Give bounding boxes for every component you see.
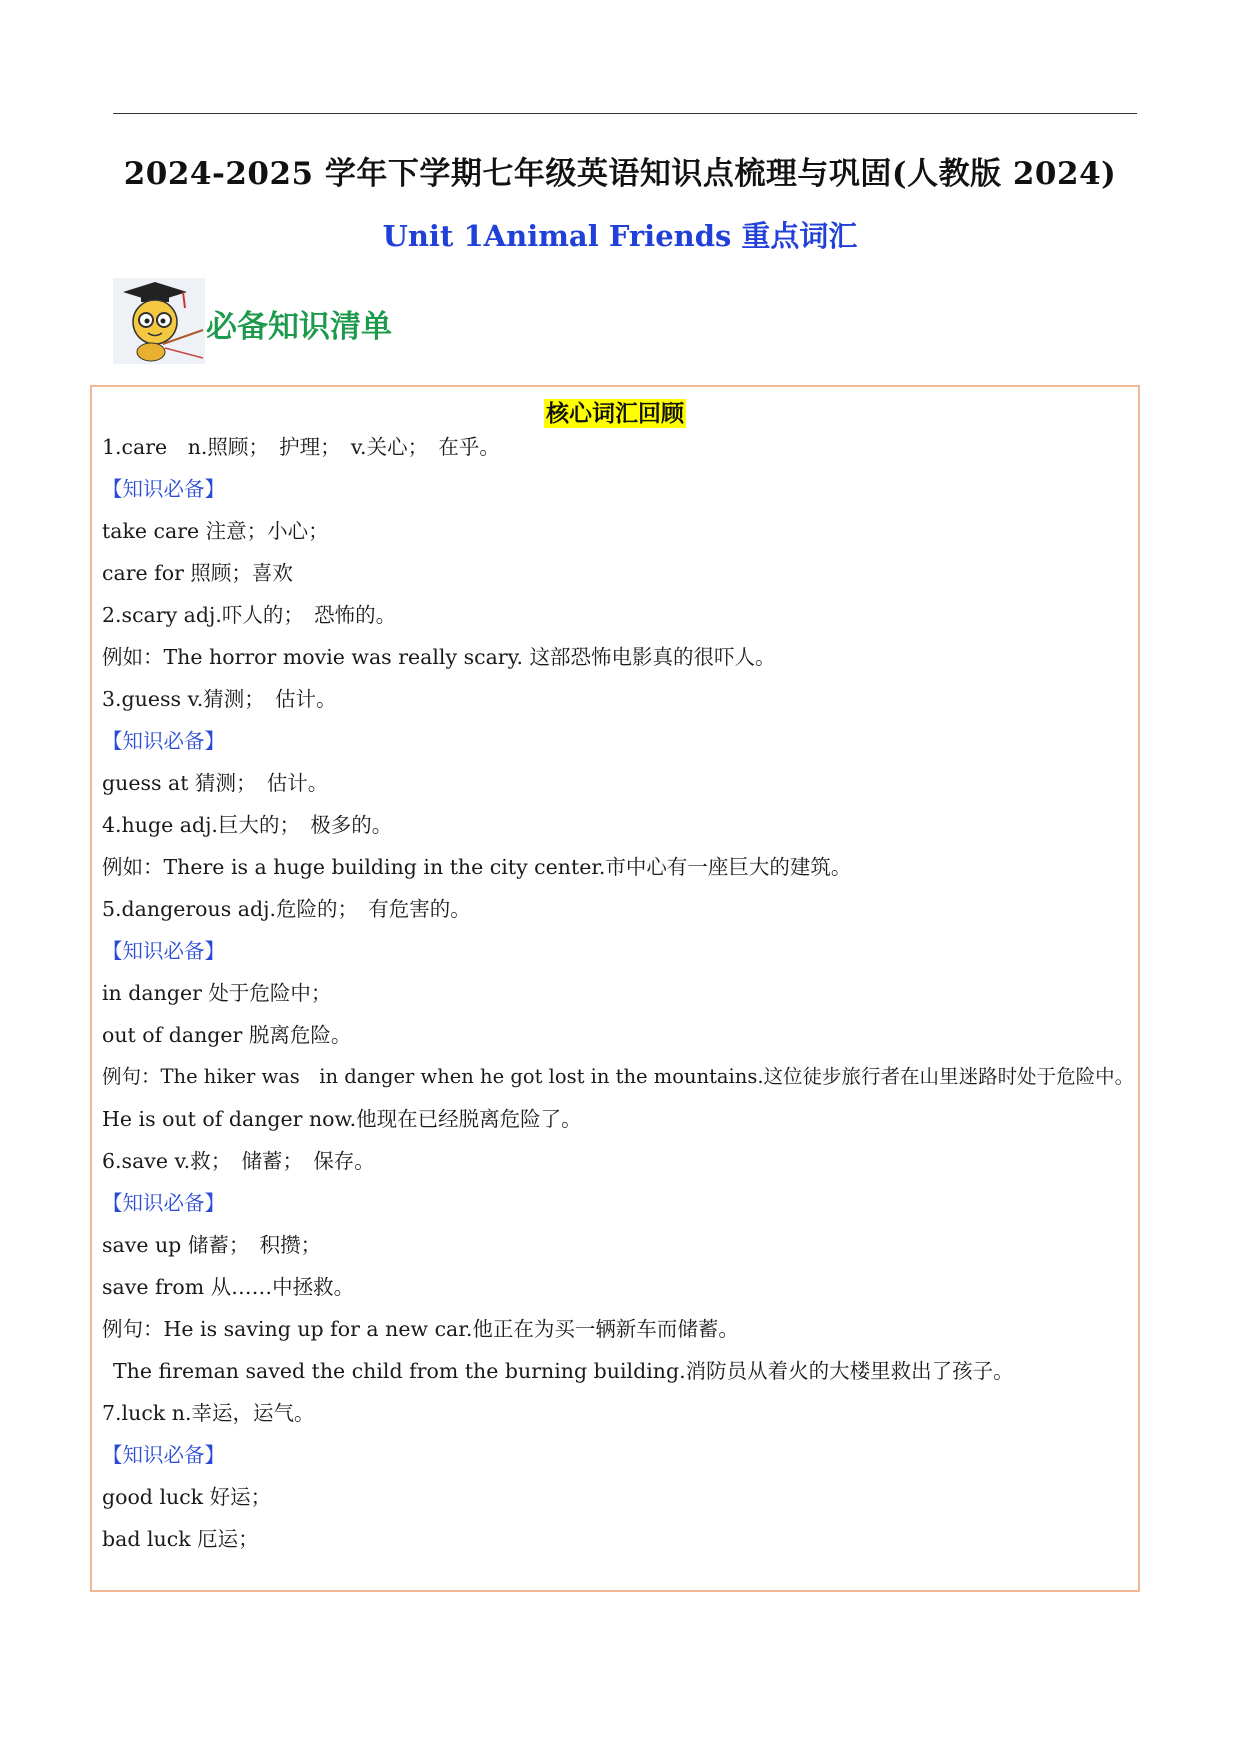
vocabulary-box — [90, 385, 1140, 1592]
text-line: 例如：There is a huge building in the city center.市中心有一座巨大的建筑。 — [102, 855, 852, 879]
text-line: care for 照顾；喜欢 — [102, 561, 293, 585]
header-rule — [113, 113, 1137, 114]
text-line: 例如：The horror movie was really scary. 这部恐怖电影真的很吓人。 — [102, 645, 776, 669]
text-line: in danger 处于危险中； — [102, 981, 332, 1005]
text-line: The fireman saved the child from the burning building.消防员从着火的大楼里救出了孩子。 — [113, 1359, 1014, 1383]
text-line: guess at 猜测； 估计。 — [102, 771, 329, 795]
scholar-mascot-icon — [113, 278, 205, 364]
entry-line: 2.scary adj.吓人的； 恐怖的。 — [102, 603, 397, 627]
page-title: 2024-2025 学年下学期七年级英语知识点梳理与巩固(人教版 2024) — [123, 156, 1117, 192]
text-line: out of danger 脱离危险。 — [102, 1023, 352, 1047]
knowledge-tag: 【知识必备】 — [102, 477, 225, 501]
knowledge-tag: 【知识必备】 — [102, 729, 225, 753]
text-line: good luck 好运； — [102, 1485, 272, 1509]
entry-line: 1.care n.照顾； 护理； v.关心； 在乎。 — [102, 435, 500, 459]
entry-line: 7.luck n.幸运，运气。 — [102, 1401, 315, 1425]
text-line: save up 储蓄； 积攒； — [102, 1233, 322, 1257]
box-title — [92, 395, 1138, 428]
text-line: He is out of danger now.他现在已经脱离危险了。 — [102, 1107, 582, 1131]
section-heading: 必备知识清单 — [206, 309, 392, 345]
text-line: bad luck 厄运； — [102, 1527, 259, 1551]
knowledge-tag: 【知识必备】 — [102, 1191, 225, 1215]
entry-line: 5.dangerous adj.危险的； 有危害的。 — [102, 897, 471, 921]
knowledge-tag: 【知识必备】 — [102, 1443, 225, 1467]
entry-line: 4.huge adj.巨大的； 极多的。 — [102, 813, 393, 837]
page-subtitle: Unit 1Animal Friends 重点词汇 — [382, 219, 858, 253]
box-title-text: 核心词汇回顾 — [546, 400, 684, 427]
entry-line: 6.save v.救； 储蓄； 保存。 — [102, 1149, 375, 1173]
knowledge-tag: 【知识必备】 — [102, 939, 225, 963]
text-line: save from 从……中拯救。 — [102, 1275, 355, 1299]
entry-line: 3.guess v.猜测； 估计。 — [102, 687, 337, 711]
text-line: 例句：The hiker was in danger when he got lost in the mountains.这位徒步旅行者在山里迷路时处于危险中。 — [102, 1065, 1135, 1088]
text-line: 例句：He is saving up for a new car.他正在为买一辆新车而储蓄。 — [102, 1317, 739, 1341]
text-line: take care 注意；小心； — [102, 519, 329, 543]
